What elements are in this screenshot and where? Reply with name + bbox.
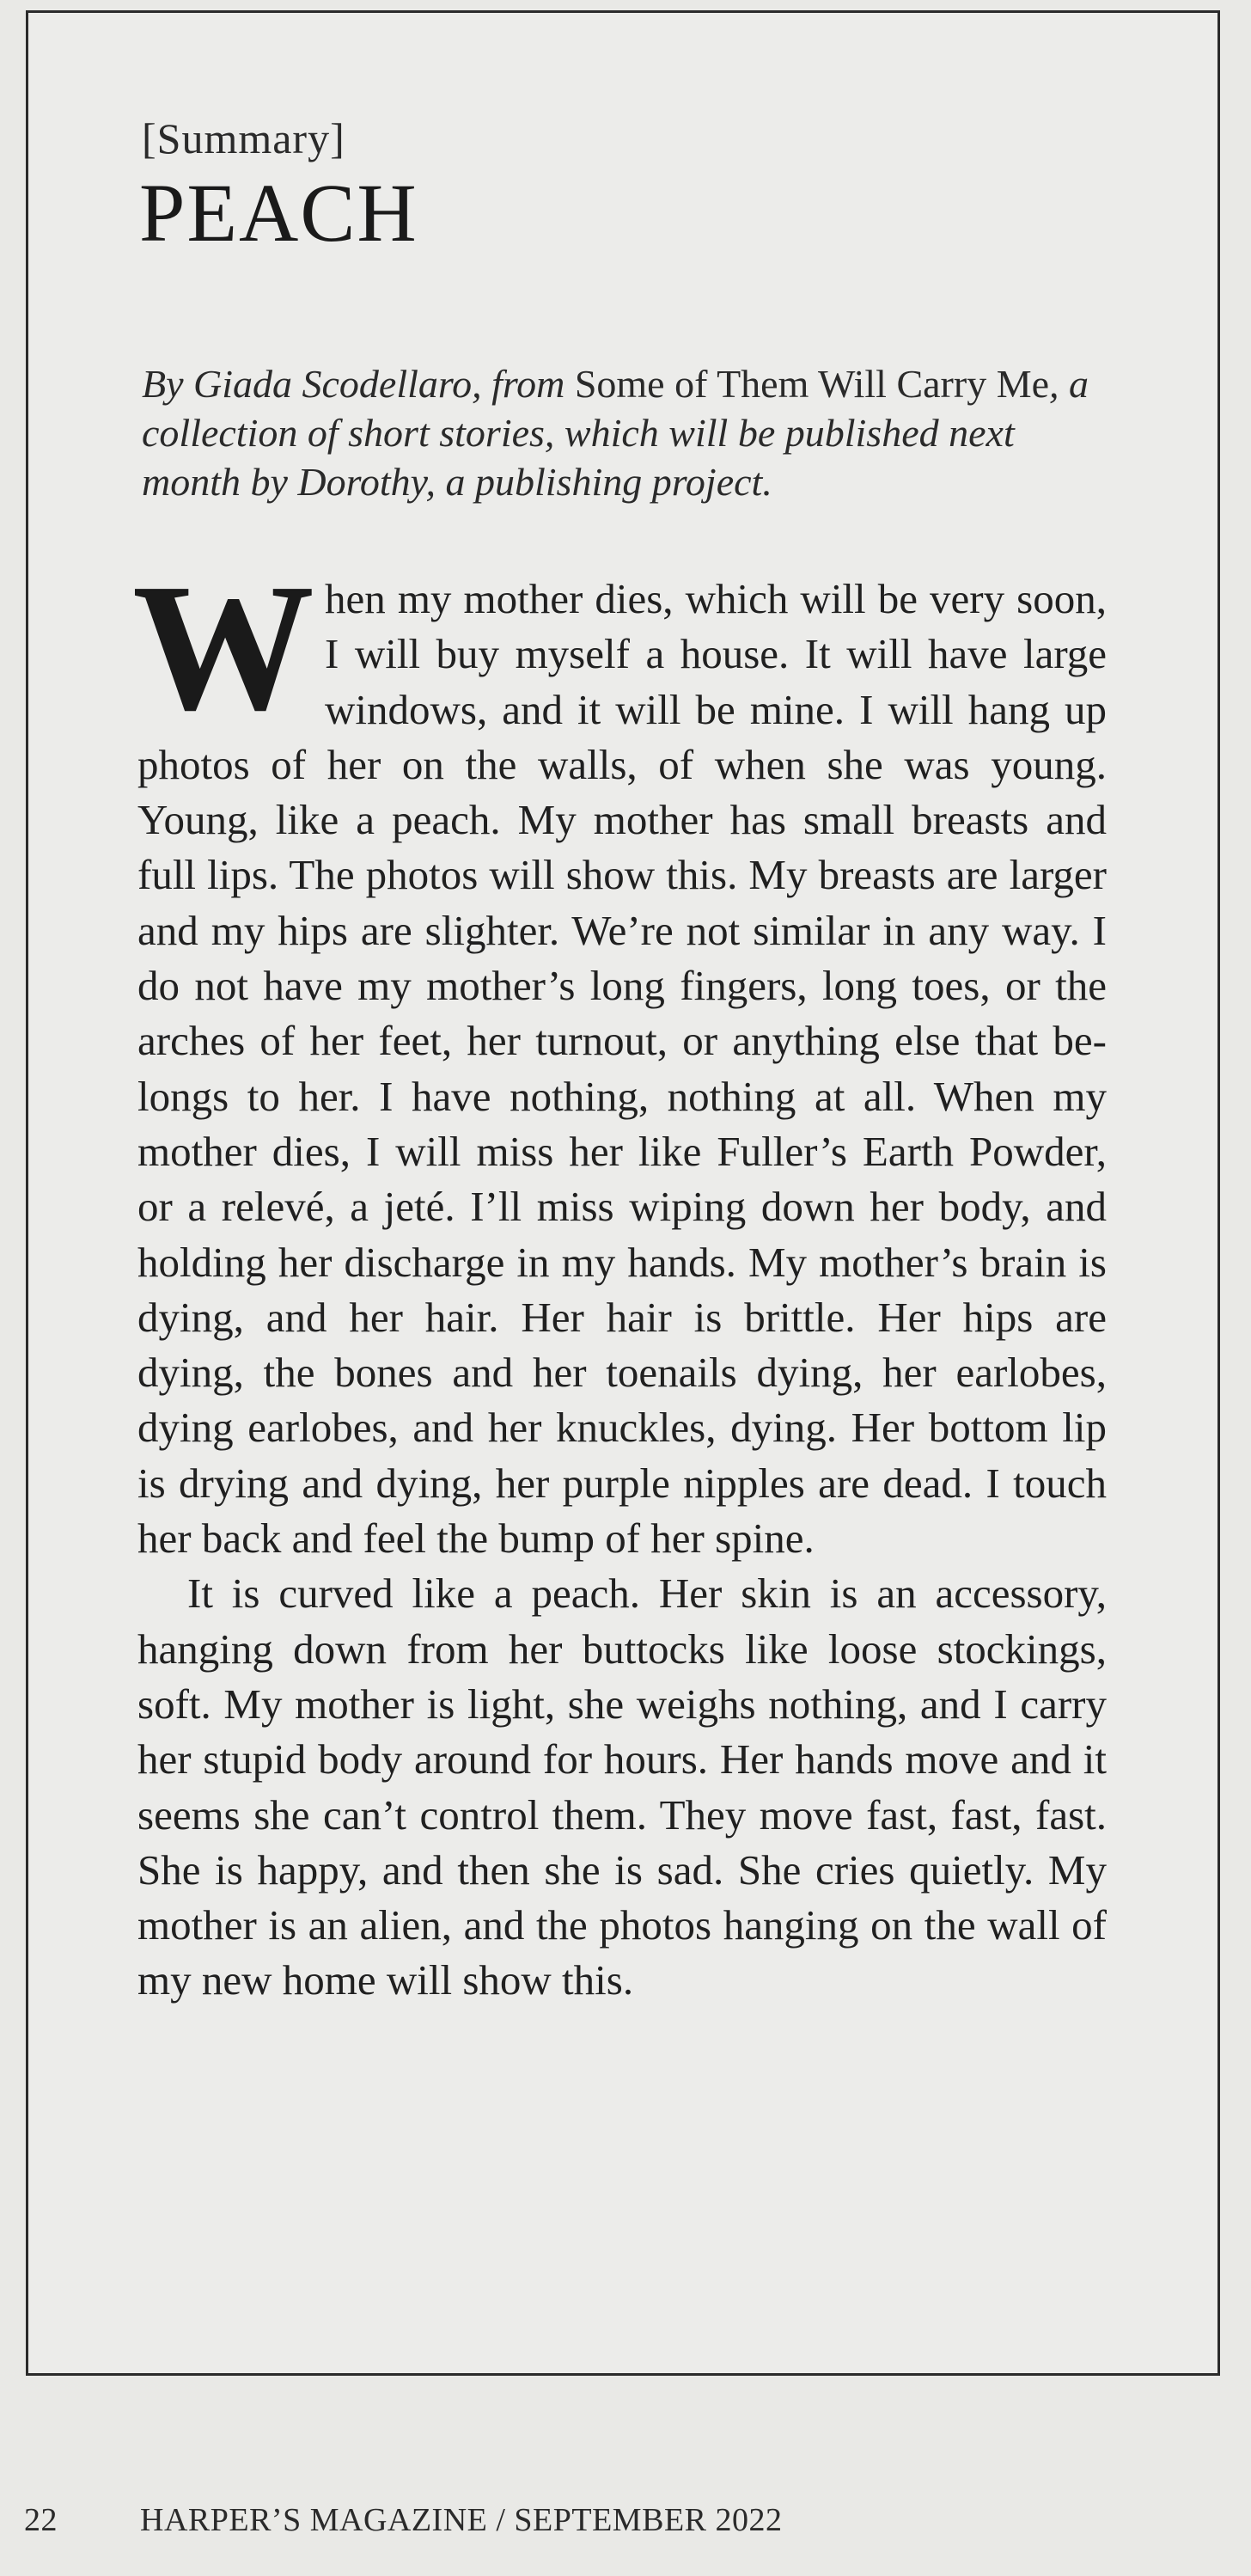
intro-byline: By Giada Scodellaro, from (142, 362, 575, 406)
intro-book-title: Some of Them Will Carry Me (574, 362, 1050, 406)
body-paragraph-2: It is curved like a peach. Her skin is an accessory, hanging down from her buttocks like loose stockings, soft. My mother is light, she weighs nothing, and I carry her stupid body around for hours. Her hands move and it seems she can’t control them. They move fast, fast, fast. She is happy, and then she is sad. She cries quietly. My mother is an alien, and the photos hanging on the wall of my new home will show this. (137, 1569, 1107, 2004)
page-number: 22 (24, 2502, 58, 2538)
article-intro (142, 359, 1104, 506)
running-head: HARPER’S MAGAZINE / SEPTEMBER 2022 (140, 2502, 783, 2538)
article-body (132, 546, 1107, 2009)
page-title: PEACH (139, 167, 418, 259)
paragraph-1-text: hen my mother dies, which will be very soon, I will buy myself a house. It will have large windows, and it will be mine. I will hang up photos of her on the walls, of when she was young. Young, like a peach. My mother has small breasts and full lips. The photos will show this. My breasts are larger and my hips are slighter. We’re not similar in any way. I do not have my mother’s long fingers, long toes, or the arches of her feet, her turnout, or anything else that belongs to her. I have nothing, nothing at all. When my mother dies, I will miss her like Fuller’s Earth Powder, or a relevé, a jeté. I’ll miss wiping down her body, and holding her discharge in my hands. My mother’s brain is dying, and her hair. Her hair is brittle. Her hips are dying, the bones and her toenails dying, her earlobes, dying earlobes, and her knuckles, dying. Her bottom lip is drying and dying, her purple nipples are dead. I touch her back and feel the bump of her spine. (137, 575, 1107, 1563)
body-paragraph (132, 546, 1107, 1566)
intro-description: , a collection of short stories, which will be published next month by Dorothy, a publishing project. (142, 362, 1089, 504)
section-label: [Summary] (142, 114, 345, 162)
drop-cap: W (132, 546, 314, 748)
